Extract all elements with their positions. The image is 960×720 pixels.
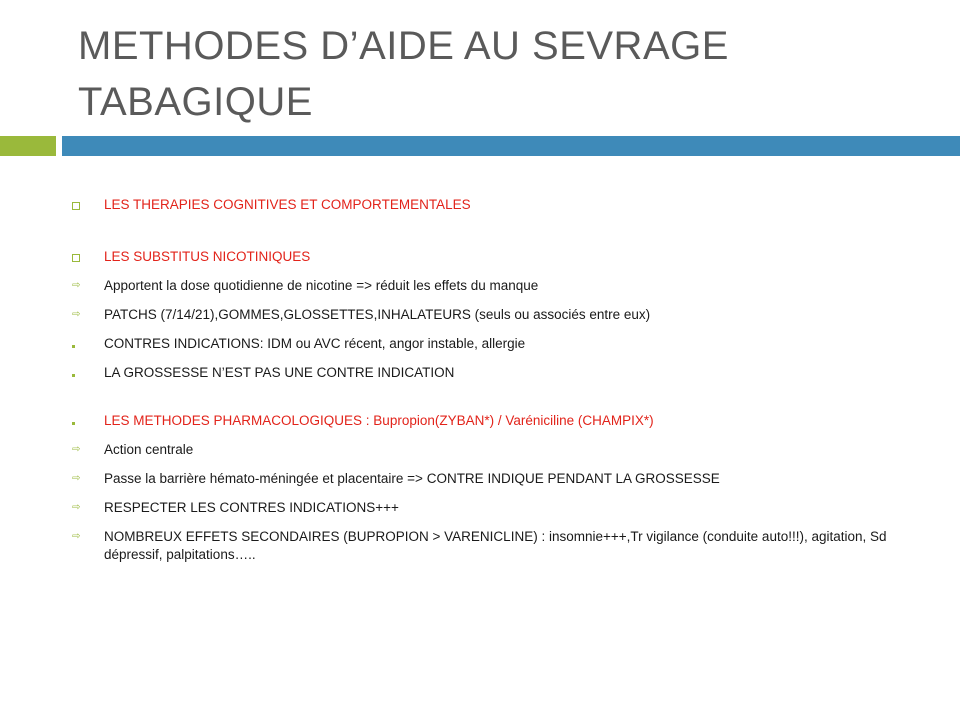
list-item [72,277,932,295]
bullet-list [72,196,932,564]
list-item [72,248,932,266]
list-item [72,499,932,517]
item-text: NOMBREUX EFFETS SECONDAIRES (BUPROPION > VARENICLINE) : insomnie+++,Tr vigilance (conduite auto!!!), agitation, Sd dépressif, palpitations….. [104,529,887,562]
item-text: CONTRES INDICATIONS: IDM ou AVC récent, angor instable, allergie [104,336,526,351]
title-accent-bar-blue [62,136,960,156]
item-text: LES METHODES PHARMACOLOGIQUES : Bupropion(ZYBAN*) / Varéniciline (CHAMPIX*) [104,413,654,428]
arrow-bullet-icon: ⇨ [72,502,81,513]
list-item [72,441,932,459]
dot-bullet-icon [72,335,92,353]
slide-title-line-2: TABAGIQUE [78,80,313,124]
item-text: LES THERAPIES COGNITIVES ET COMPORTEMENTALES [104,197,471,212]
list-item [72,335,932,353]
arrow-bullet-icon: ⇨ [72,309,81,320]
item-text: PATCHS (7/14/21),GOMMES,GLOSSETTES,INHALATEURS (seuls ou associés entre eux) [104,307,651,322]
dot-bullet-icon [72,364,92,382]
dot-bullet-icon [72,412,92,430]
item-text: RESPECTER LES CONTRES INDICATIONS+++ [104,500,399,515]
item-text: Passe la barrière hémato-méningée et placentaire => CONTRE INDIQUE PENDANT LA GROSSESSE [104,471,720,486]
list-item [72,306,932,324]
item-text: LES SUBSTITUS NICOTINIQUES [104,249,311,264]
arrow-bullet-icon: ⇨ [72,531,81,542]
square-bullet-icon [72,196,92,215]
list-item [72,196,932,214]
list-item [72,528,932,564]
list-item [72,470,932,488]
item-text: LA GROSSESSE N’EST PAS UNE CONTRE INDICATION [104,365,455,380]
square-bullet-icon [72,248,92,267]
list-item [72,364,932,382]
arrow-bullet-icon: ⇨ [72,280,81,291]
list-item [72,412,932,430]
item-text: Action centrale [104,442,194,457]
arrow-bullet-icon: ⇨ [72,473,81,484]
item-text: Apportent la dose quotidienne de nicotine => réduit les effets du manque [104,278,539,293]
slide-title-line-1: METHODES D’AIDE AU SEVRAGE [78,24,729,68]
arrow-bullet-icon: ⇨ [72,444,81,455]
slide-title [78,18,938,130]
title-accent-bar-green [0,136,56,156]
